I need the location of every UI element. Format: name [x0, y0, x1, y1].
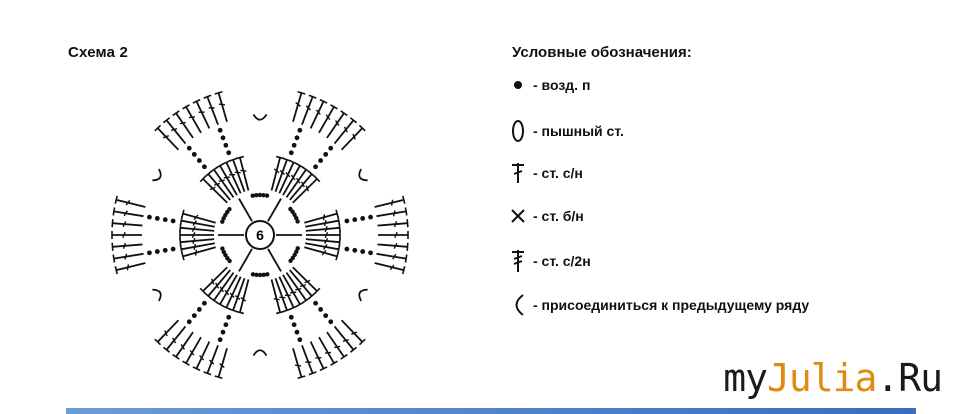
legend-item-label: - присоединиться к предыдущему ряду [533, 297, 810, 313]
outer-fan-stitch-bar [115, 266, 117, 274]
chain-dot [223, 143, 228, 148]
outer-fan-stitch-bar [341, 111, 348, 116]
outer-fan-stitch [112, 244, 142, 246]
chain-dot [187, 319, 192, 324]
outer-fan-stitch-slash [395, 221, 397, 227]
chain-dot [297, 128, 302, 133]
outer-fan-stitch-slash [163, 136, 169, 138]
outer-fan-stitch [186, 107, 201, 133]
inner-fan-stitch-slash [219, 180, 225, 181]
chain-dot [163, 217, 168, 222]
inner-fan-stitch [240, 280, 249, 313]
outer-fan-stitch-bar [113, 255, 114, 263]
inner-fan-stitch-bar [338, 245, 339, 253]
chain-dot [368, 250, 373, 255]
chain-dot [295, 135, 300, 140]
outer-fan-stitch-slash [343, 340, 349, 342]
chain-dot [328, 146, 333, 151]
outer-fan-stitch [196, 101, 209, 128]
chain-dot [227, 207, 231, 211]
chain-dot [295, 330, 300, 335]
inner-fan-stitch-slash [325, 226, 327, 232]
legend-item-sc [505, 203, 584, 229]
chain-dot [295, 219, 299, 223]
outer-fan-stitch [319, 337, 334, 363]
chain-dot [223, 322, 228, 327]
spoke-line [239, 249, 252, 272]
chain-dot [289, 315, 294, 320]
inner-fan-stitch [233, 160, 244, 192]
inner-fan-stitch-bar [336, 252, 338, 260]
center-ring-label: 6 [256, 227, 264, 243]
chain-dot [226, 315, 231, 320]
outer-fan-stitch-bar [112, 243, 113, 251]
join-arc [152, 290, 160, 301]
chain-dot [187, 146, 192, 151]
outer-fan-stitch [378, 244, 408, 246]
inner-fan-stitch [275, 278, 286, 310]
chain-dot [220, 246, 224, 250]
chain-dot [155, 216, 160, 221]
outer-fan-stitch [376, 254, 406, 259]
legend-item-dc [505, 160, 583, 186]
chain-dot [265, 193, 269, 197]
chain-dot [323, 152, 328, 157]
outer-fan-stitch-bar [215, 376, 223, 378]
inner-fan-stitch-bar [211, 167, 218, 172]
inner-fan-stitch [275, 160, 286, 192]
inner-fan-stitch [272, 158, 281, 191]
outer-fan-stitch-bar [115, 196, 117, 204]
outer-fan-stitch-slash [392, 200, 393, 206]
legend-item-label: - возд. п [533, 77, 591, 93]
outer-fan-stitch [196, 342, 209, 369]
join-arc [359, 290, 367, 301]
chain-dot [251, 272, 255, 276]
chain-dot [292, 322, 297, 327]
outer-fan-stitch [311, 101, 324, 128]
inner-fan-stitch-slash [194, 244, 195, 250]
chain-dot [202, 164, 207, 169]
outer-fan-stitch-slash [189, 117, 195, 118]
chain-dot [360, 249, 365, 254]
chain-dot [313, 301, 318, 306]
chain-dot [197, 158, 202, 163]
puff-stitch-oval-icon [505, 118, 531, 144]
inner-fan-stitch [180, 228, 214, 231]
spoke-line [239, 199, 252, 222]
watermark-part2: Julia [766, 356, 877, 400]
outer-fan-stitch-slash [125, 254, 126, 260]
inner-fan-stitch-bar [336, 210, 338, 218]
inner-fan-stitch-bar [182, 210, 184, 218]
legend-title: Условные обозначения: [512, 44, 692, 61]
outer-fan-stitch-slash [394, 210, 395, 216]
inner-fan-stitch-bar [338, 217, 339, 225]
inner-fan-stitch [240, 158, 249, 191]
join-arc [253, 350, 266, 355]
chain-dot [192, 152, 197, 157]
outer-fan-stitch-slash [351, 332, 357, 334]
inner-fan-stitch-bar [182, 252, 184, 260]
legend-item-label: - пышный ст. [533, 123, 624, 139]
inner-fan-stitch [306, 228, 340, 231]
inner-fan-stitch-bar [180, 238, 181, 246]
chain-dot [297, 337, 302, 342]
outer-fan-stitch [219, 348, 227, 377]
join-arc-icon [505, 292, 531, 318]
inner-fan-stitch-bar [303, 298, 310, 303]
outer-fan-stitch-bar [173, 355, 180, 360]
outer-fan-stitch [116, 200, 145, 207]
outer-fan-stitch-bar [341, 355, 348, 360]
outer-fan-stitch-slash [334, 346, 340, 347]
inner-fan-stitch-slash [240, 170, 246, 171]
inner-fan-stitch [272, 280, 281, 313]
inner-fan-stitch-bar [181, 245, 182, 253]
outer-fan-stitch-slash [127, 264, 128, 270]
chain-dot [171, 247, 176, 252]
watermark-part1: my [723, 356, 767, 400]
inner-fan-stitch-bar [236, 157, 244, 159]
crochet-snowflake-diagram [60, 55, 460, 405]
chain-dot [344, 247, 349, 252]
chain-dot [155, 249, 160, 254]
outer-fan-stitch [311, 342, 324, 369]
chain-dot [318, 158, 323, 163]
legend-item-chain [505, 72, 590, 98]
outer-fan-stitch [186, 337, 201, 363]
inner-fan-stitch-slash [214, 183, 220, 185]
inner-fan-stitch-slash [295, 289, 301, 290]
chain-dot [344, 219, 349, 224]
outer-fan-stitch [302, 97, 313, 125]
inner-fan-stitch-slash [300, 285, 306, 287]
outer-fan-stitch-bar [403, 196, 405, 204]
outer-fan-stitch [319, 107, 334, 133]
outer-fan-stitch [114, 254, 144, 259]
outer-fan-stitch [293, 93, 301, 122]
chain-dot [226, 150, 231, 155]
outer-fan-stitch-slash [219, 104, 225, 105]
outer-fan-stitch [375, 263, 404, 270]
chain-dot [218, 128, 223, 133]
inner-fan-stitch-slash [193, 238, 195, 244]
inner-fan-stitch-bar [339, 238, 340, 246]
inner-fan-stitch-slash [290, 292, 296, 293]
join-arc [359, 169, 367, 180]
inner-fan-stitch-slash [224, 177, 230, 178]
double-crochet-symbol-icon [505, 160, 531, 186]
chain-dot [163, 248, 168, 253]
legend-item-join [505, 292, 809, 318]
single-crochet-cross-icon [505, 203, 531, 229]
site-watermark [723, 356, 942, 400]
outer-fan-stitch-bar [403, 266, 405, 274]
legend-item-label: - ст. б/н [533, 208, 584, 224]
outer-fan-stitch [114, 211, 144, 216]
chain-dot [218, 337, 223, 342]
legend-item-label: - ст. с/2н [533, 253, 591, 269]
inner-fan-stitch-slash [196, 250, 197, 256]
outer-fan-stitch [302, 345, 313, 373]
outer-fan-stitch-bar [405, 255, 406, 263]
outer-fan-stitch-bar [407, 219, 408, 227]
inner-fan-stitch-bar [276, 311, 284, 313]
bottom-color-bar [66, 408, 916, 414]
legend-item-tr [505, 248, 591, 274]
chain-dot [313, 164, 318, 169]
chain-dot [318, 307, 323, 312]
spoke-line [268, 249, 281, 272]
outer-fan-stitch-bar [405, 207, 406, 215]
chain-dot [192, 313, 197, 318]
outer-fan-stitch [207, 345, 218, 373]
scheme-title: Схема 2 [68, 44, 129, 61]
chain-dot [202, 301, 207, 306]
join-arc [152, 169, 160, 180]
chain-dot [292, 143, 297, 148]
outer-fan-stitch-slash [180, 122, 186, 123]
inner-fan-stitch-bar [181, 217, 182, 225]
outer-fan-stitch [378, 223, 408, 225]
outer-fan-stitch-bar [298, 376, 306, 378]
outer-fan-stitch-bar [173, 111, 180, 116]
outer-fan-stitch [116, 263, 145, 270]
chain-dot [352, 217, 357, 222]
inner-fan-stitch-bar [303, 167, 310, 172]
outer-fan-stitch-slash [171, 129, 177, 131]
outer-fan-stitch-slash [123, 243, 125, 249]
outer-fan-stitch-bar [407, 243, 408, 251]
inner-fan-stitch-bar [236, 311, 244, 313]
chain-dot [323, 313, 328, 318]
inner-fan-stitch-bar [211, 298, 218, 303]
outer-fan-stitch [207, 97, 218, 125]
inner-fan-stitch-bar [276, 157, 284, 159]
outer-fan-stitch-bar [113, 207, 114, 215]
chain-dot [147, 215, 152, 220]
center-motif [246, 221, 274, 249]
chain-dot [368, 215, 373, 220]
outer-fan-stitch-slash [325, 352, 331, 353]
spoke-line [268, 199, 281, 222]
inner-fan-stitch-slash [274, 299, 280, 300]
inner-fan-stitch [233, 278, 244, 310]
chain-dot [221, 135, 226, 140]
legend-item-label: - ст. с/н [533, 165, 583, 181]
outer-fan-stitch-bar [215, 92, 223, 94]
outer-fan-stitch-slash [295, 365, 301, 366]
chain-dot [289, 150, 294, 155]
chain-stitch-dot-icon [505, 72, 531, 98]
outer-fan-stitch-bar [112, 219, 113, 227]
treble-crochet-symbol-icon [505, 248, 531, 274]
legend-item-puff [505, 118, 624, 144]
chain-dot [288, 259, 292, 263]
inner-fan-stitch [306, 239, 340, 242]
chain-dot [360, 216, 365, 221]
inner-fan-stitch-bar [180, 224, 181, 232]
inner-fan-stitch-slash [325, 220, 326, 226]
chain-dot [171, 219, 176, 224]
inner-fan-stitch [180, 239, 214, 242]
chain-dot [328, 319, 333, 324]
join-arc [253, 114, 266, 119]
outer-fan-stitch [375, 200, 404, 207]
outer-fan-stitch [112, 223, 142, 225]
chain-dot [197, 307, 202, 312]
outer-fan-stitch [219, 93, 227, 122]
inner-fan-stitch-bar [339, 224, 340, 232]
chain-dot [221, 330, 226, 335]
outer-fan-stitch [376, 211, 406, 216]
inner-fan-stitch-slash [324, 214, 325, 220]
outer-fan-stitch [293, 348, 301, 377]
outer-fan-stitch-bar [298, 92, 306, 94]
chain-dot [352, 248, 357, 253]
chain-dot [147, 250, 152, 255]
watermark-part3: .Ru [876, 356, 942, 400]
